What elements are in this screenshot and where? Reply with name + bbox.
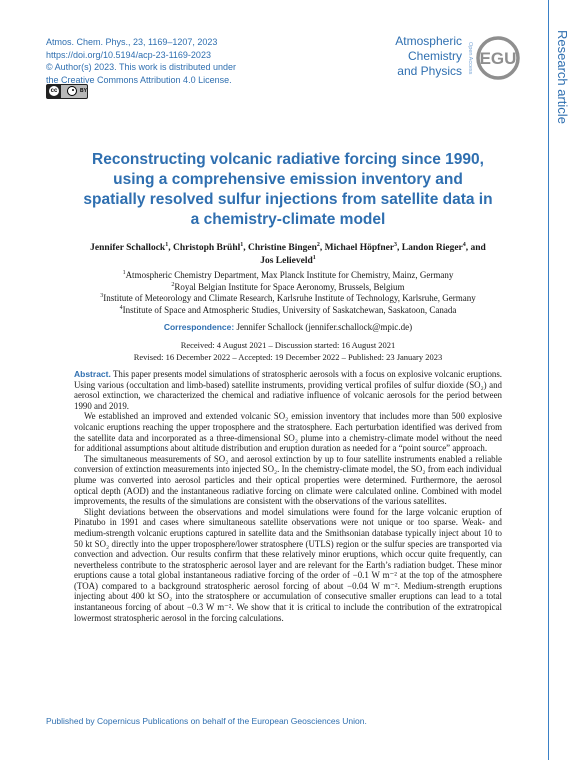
by-label: BY bbox=[80, 88, 87, 94]
correspondence-label: Correspondence: bbox=[163, 322, 235, 332]
abstract-paragraph: Slight deviations between the observations and model simulations were found for the large volcanic eruption of Pinatubo in 1991 and cases where simultaneous satellite observations were not unique or too sparse. Weak- and medium-strength volcanic eruptions captured in satellite data and the Smithsonian database typically inject about 10 to 50 kt SO₂ directly into the upper troposphere/lower stratosphere (UTLS) region or the sulfur species are transported via convection and advection. Our results confirm that these relatively minor eruptions, which occur quite frequently, can nevertheless contribute to the stratospheric aerosol layer and are relevant for the Earth’s radiation budget. These minor eruptions cause a total global instantaneous radiative forcing of the order of −0.1 W m⁻² at the top of the atmosphere (TOA) compared to a background stratospheric aerosol forcing of about −0.04 W m⁻². Medium-strength eruptions injecting about 400 kt SO₂ into the stratosphere or accumulation of consecutive smaller eruptions can lead to a total instantaneous forcing of about −0.3 W m⁻². We show that it is critical to include the contribution of the extratropical lowermost stratospheric aerosol in the forcing calculations. bbox=[74, 506, 502, 623]
license-link[interactable]: the Creative Commons Attribution 4.0 License. bbox=[46, 74, 232, 85]
correspondence bbox=[60, 321, 516, 333]
affiliation-list bbox=[60, 270, 516, 316]
cc-by-license-badge[interactable] bbox=[46, 84, 88, 99]
journal-name-line: Chemistry bbox=[407, 49, 462, 63]
author[interactable]: Christine Bingen$^2$ bbox=[248, 241, 320, 253]
dates-line: Revised: 16 December 2022 – Accepted: 19 December 2022 – Published: 23 January 2023 bbox=[133, 351, 443, 362]
abstract-label: Abstract. bbox=[74, 369, 111, 379]
publisher-footer: Published by Copernicus Publications on behalf of the European Geosciences Union. bbox=[46, 716, 367, 726]
citation-block bbox=[46, 36, 286, 86]
author[interactable]: Christoph Brühl$^1$ bbox=[172, 241, 244, 253]
journal-name bbox=[380, 34, 462, 79]
by-attribution-icon bbox=[67, 86, 77, 96]
journal-name-line: and Physics bbox=[397, 64, 462, 78]
affiliation: $^3$Institute of Meteorology and Climate Research, Karlsruhe Institute of Technology, Karlsruhe, Germany bbox=[100, 293, 476, 303]
egu-logo-text: EGU bbox=[479, 49, 517, 68]
doi-link[interactable]: https://doi.org/10.5194/acp-23-1169-2023 bbox=[46, 49, 211, 60]
abstract-paragraph: The simultaneous measurements of SO₂ and aerosol extinction by up to four satellite instruments enabled a reliable conversion of extinction measurements into injected SO₂. In the chemistry-climate model, the SO₂ from each individual plume was converted into aerosol particles and their optical properties were determined. Furthermore, the aerosol optical depth (AOD) and the instantaneous radiative forcing on climate were calculated online. Combined with model improvements, the results of the simulations are consistent with the observations of the various satellites. bbox=[74, 453, 502, 507]
author[interactable]: Jennifer Schallock$^1$ bbox=[90, 241, 169, 253]
egu-logo-icon bbox=[476, 36, 520, 80]
author[interactable]: Michael Höpfner$^3$ bbox=[324, 241, 398, 253]
citation: Atmos. Chem. Phys., 23, 1169–1207, 2023 bbox=[46, 37, 218, 47]
article-type-label: Research article bbox=[555, 30, 570, 124]
copyright-notice: © Author(s) 2023. This work is distributed under bbox=[46, 62, 237, 72]
publication-dates bbox=[60, 340, 516, 363]
author[interactable]: Landon Rieger$^4$ bbox=[401, 241, 466, 253]
author[interactable]: Jos Lelieveld$^1$ bbox=[260, 254, 316, 266]
dates-line: Received: 4 August 2021 – Discussion started: 16 August 2021 bbox=[180, 340, 396, 350]
affiliation: $^4$Institute of Space and Atmospheric Studies, University of Saskatchewan, Saskatoon, Canada bbox=[119, 304, 457, 315]
abstract bbox=[74, 369, 502, 623]
correspondence-email[interactable]: Jennifer Schallock (jennifer.schallock@mpic.de) bbox=[236, 322, 413, 332]
cc-icon: cc bbox=[50, 88, 58, 94]
paper-title: Reconstructing volcanic radiative forcing since 1990, using a comprehensive emission inventory and spatially resolved sulfur injections from satellite data in a chemistry-climate model bbox=[83, 151, 493, 228]
open-access-label: Open Access bbox=[467, 41, 473, 75]
abstract-paragraph: Abstract. This paper presents model simulations of stratospheric aerosols with a focus on explosive volcanic eruptions. Using various (occultation and limb-based) satellite instruments, providing vertical profiles of sulfur dioxide (SO₂) and aerosol extinction, we characterized the chemical and radiative influence of volcanic aerosols for the period between 1990 and 2019. bbox=[74, 369, 502, 411]
affiliation: $^2$Royal Belgian Institute for Space Aeronomy, Brussels, Belgium bbox=[171, 281, 405, 292]
journal-name-line: Atmospheric bbox=[395, 34, 462, 48]
abstract-paragraph: We established an improved and extended volcanic SO₂ emission inventory that includes more than 500 explosive volcanic eruptions reaching the upper troposphere and the stratosphere. Each perturbation identified was derived from the satellite data and incorporated as a three-dimensional SO₂ plume into a chemistry-climate model without the need for additional assumptions about altitude distribution and eruption duration as needed for a “point source” approach. bbox=[74, 411, 502, 454]
affiliation: $^1$Atmospheric Chemistry Department, Max Planck Institute for Chemistry, Mainz, Germany bbox=[122, 270, 454, 280]
author-list: Jennifer Schallock$^1$, Christoph Brühl$^1$, Christine Bingen$^2$, Michael Höpfner$^3$, Landon Rieger$^4$, and Jos Lelieveld$^1$ bbox=[90, 241, 486, 266]
